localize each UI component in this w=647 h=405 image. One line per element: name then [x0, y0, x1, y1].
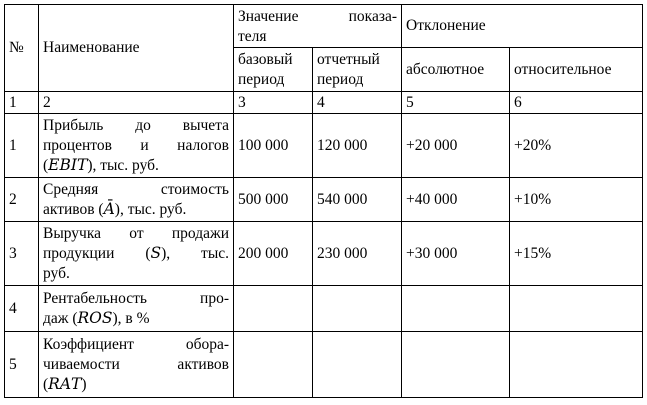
row-num: 3 — [5, 222, 39, 286]
table-row — [5, 178, 643, 222]
row-report — [313, 286, 402, 332]
row-relative: +10% — [510, 178, 643, 222]
row-relative: +15% — [510, 222, 643, 286]
index-cell: 6 — [510, 92, 643, 114]
index-cell: 5 — [402, 92, 510, 114]
row-base: 200 000 — [234, 222, 313, 286]
row-report: 230 000 — [313, 222, 402, 286]
row-name-line: руб. — [43, 264, 70, 282]
header-name: Наименование — [39, 5, 234, 92]
row-base — [234, 286, 313, 332]
row-name — [39, 114, 234, 178]
row-name-line: Выручка от продажи — [43, 224, 229, 242]
row-report — [313, 332, 402, 398]
row-relative: +20% — [510, 114, 643, 178]
row-base — [234, 332, 313, 398]
header-value-group — [234, 5, 402, 48]
index-cell: 1 — [5, 92, 39, 114]
row-absolute: +40 000 — [402, 178, 510, 222]
row-name — [39, 222, 234, 286]
header-base-line1: базовый — [238, 51, 293, 68]
row-num: 2 — [5, 178, 39, 222]
table-row — [5, 286, 643, 332]
row-name — [39, 178, 234, 222]
row-name-line: даж (𝑅𝑂𝑆), в % — [43, 309, 150, 327]
row-name-line: Рентабельность про- — [43, 289, 229, 307]
row-num: 1 — [5, 114, 39, 178]
row-name-line: чиваемости активов — [43, 355, 229, 373]
row-name-line: (𝐸𝐵𝐼𝑇), тыс. руб. — [43, 156, 159, 174]
row-num: 5 — [5, 332, 39, 398]
header-deviation: Отклонение — [402, 5, 643, 48]
index-cell: 2 — [39, 92, 234, 114]
row-relative — [510, 332, 643, 398]
row-base: 500 000 — [234, 178, 313, 222]
index-cell: 4 — [313, 92, 402, 114]
header-num: № — [5, 5, 39, 92]
header-value-line2: теля — [238, 28, 267, 45]
table-row — [5, 114, 643, 178]
header-base-line2: период — [238, 71, 285, 88]
row-report: 540 000 — [313, 178, 402, 222]
header-absolute: абсолютное — [402, 48, 510, 92]
row-name — [39, 332, 234, 398]
row-report: 120 000 — [313, 114, 402, 178]
row-name-line: активов (𝐴̄), тыс. руб. — [43, 200, 187, 218]
row-name-line: (𝑅𝐴𝑇) — [43, 375, 87, 393]
indicator-table — [4, 4, 643, 398]
header-base-period — [234, 48, 313, 92]
index-cell: 3 — [234, 92, 313, 114]
row-absolute — [402, 286, 510, 332]
row-absolute: +20 000 — [402, 114, 510, 178]
header-row-1 — [5, 5, 643, 48]
row-base: 100 000 — [234, 114, 313, 178]
table-row — [5, 222, 643, 286]
row-name-line: процентов и налогов — [43, 136, 229, 154]
header-report-line1: отчетный — [317, 51, 380, 68]
row-name-line: Прибыль до вычета — [43, 116, 229, 134]
header-relative: относительное — [510, 48, 643, 92]
row-name — [39, 286, 234, 332]
header-value-line1: Значение показа- — [238, 8, 397, 25]
row-relative — [510, 286, 643, 332]
row-absolute: +30 000 — [402, 222, 510, 286]
header-report-line2: период — [317, 71, 364, 88]
row-num: 4 — [5, 286, 39, 332]
table-row — [5, 332, 643, 398]
index-row — [5, 92, 643, 114]
header-report-period — [313, 48, 402, 92]
row-absolute — [402, 332, 510, 398]
row-name-line: продукции (𝑆), тыс. — [43, 244, 229, 262]
row-name-line: Средняя стоимость — [43, 180, 229, 198]
row-name-line: Коэффициент обора- — [43, 335, 229, 353]
